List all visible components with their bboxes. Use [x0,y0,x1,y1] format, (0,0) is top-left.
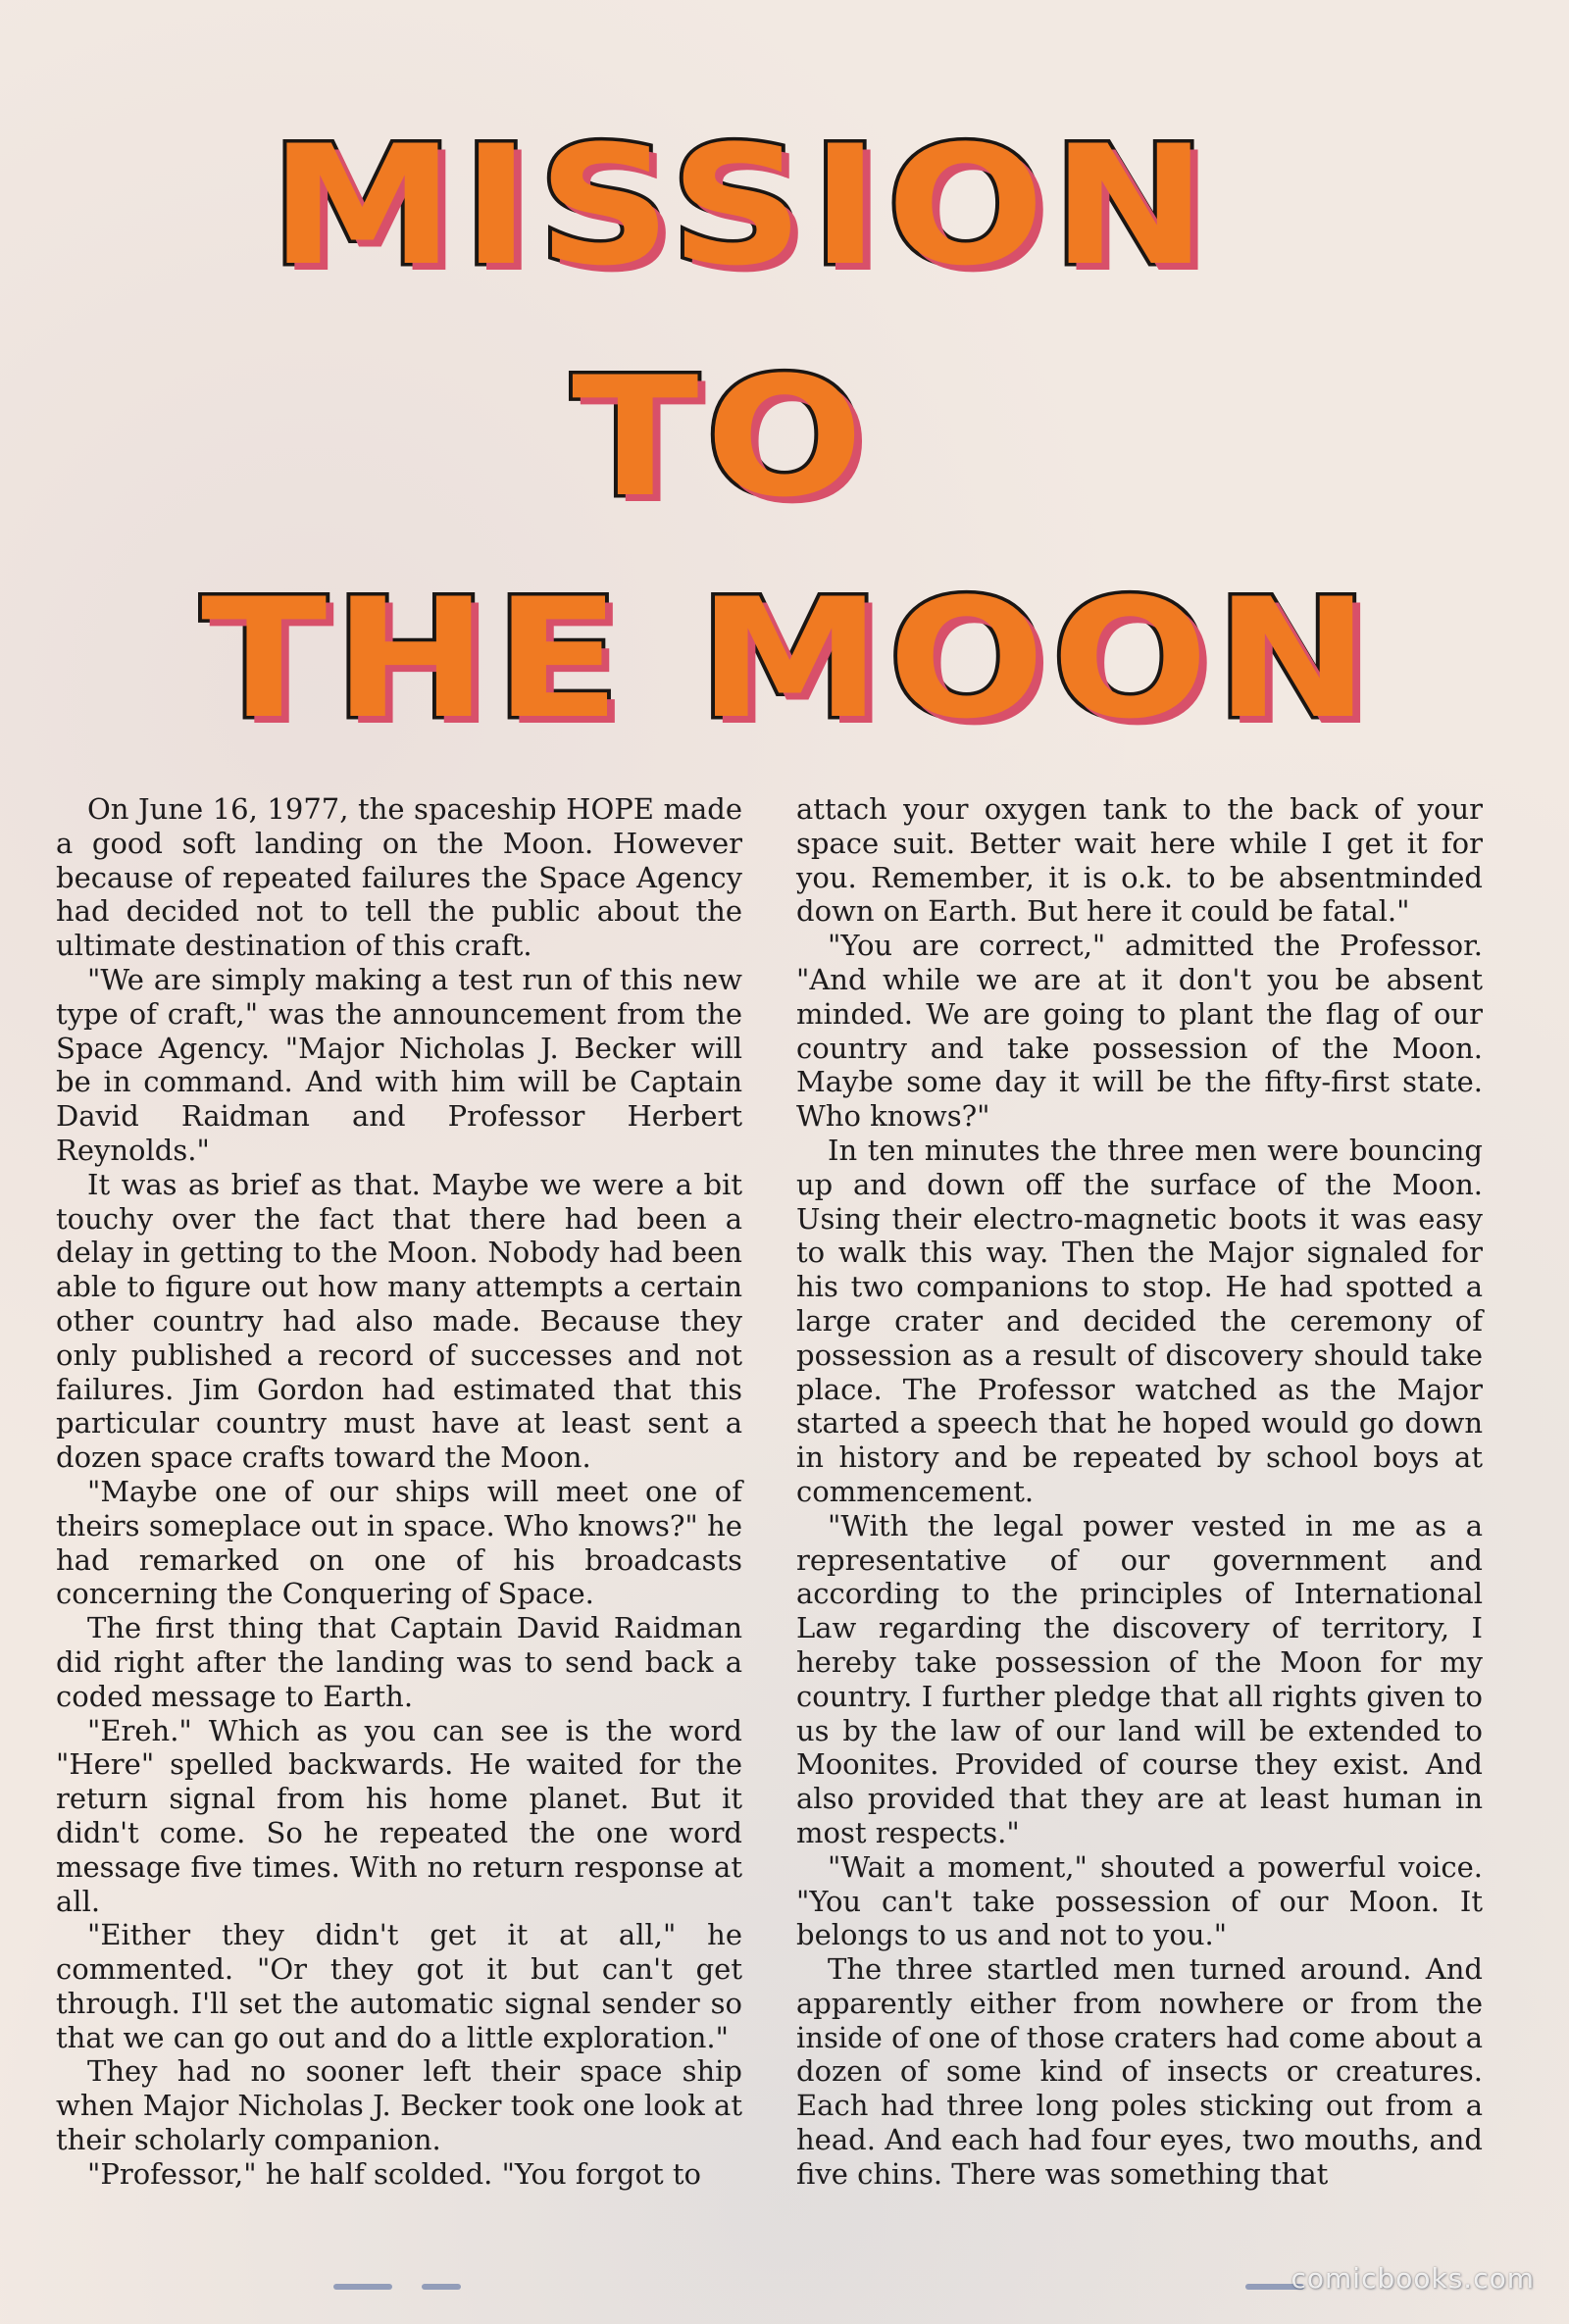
paragraph-continuation: attach your oxygen tank to the back of your space suit. Better wait here while I get it for you. Remember, it is o.k. to be absentminded down on Earth. But here it could be fatal." [796,792,1483,929]
title-line-mission: MISSION [270,110,1214,302]
paragraph: "You are correct," admitted the Professor. "And while we are at it don't you be absent minded. We are going to plant the flag of our country and take possession of the Moon. Maybe some day it will be the fifty-first state. Who knows?" [796,929,1483,1134]
story-column-left [56,792,742,2192]
title-line-the-moon: THE MOON [201,563,1377,755]
print-smudge [422,2284,461,2290]
story-column-right [796,792,1483,2192]
paragraph: "Professor," he half scolded. "You forgot to [87,2156,701,2191]
paragraph: "Maybe one of our ships will meet one of theirs someplace out in space. Who knows?" he had remarked on one of his broadcasts concerning the Conquering of Space. [56,1474,742,1611]
paragraph: It was as brief as that. Maybe we were a bit touchy over the fact that there had been a delay in getting to the Moon. Nobody had been able to figure out how many attempts a certain other country had also made. Because they only published a record of successes and not failures. Jim Gordon had estimated that this particular country must have at least sent a dozen space crafts toward the Moon. [56,1167,742,1475]
paragraph: The three startled men turned around. And apparently either from nowhere or from the inside of one of those craters had come about a dozen of some kind of insects or creatures. Each had three long poles sticking out from a head. And each had four eyes, two mouths, and five chins. There was something that [796,1952,1483,2191]
watermark: comicbooks.com [1291,2262,1535,2295]
paragraph: The first thing that Captain David Raidman did right after the landing was to send back a coded message to Earth. [56,1611,742,1713]
paragraph: "With the legal power vested in me as a representative of our government and according to the principles of International Law regarding the discovery of territory, I hereby take possession of the Moon for my country. I further pledge that all rights given to us by the law of our land will be extended to Moonites. Provided of course they exist. And also provided that they are at least human in most respects." [796,1508,1483,1849]
paragraph: On June 16, 1977, the spaceship HOPE made a good soft landing on the Moon. However because of repeated failures the Space Agency had decided not to tell the public about the ultimate destination of this craft. [56,792,742,963]
paragraph: "We are simply making a test run of this new type of craft," was the announcement from the Space Agency. "Major Nicholas J. Becker will be in command. And with him will be Captain David Raidman and Professor Herbert Reynolds." [56,962,742,1167]
title-line-to: TO [572,341,871,533]
paragraph: In ten minutes the three men were bouncing up and down off the surface of the Moon. Using their electro-magnetic boots it was easy to walk this way. Then the Major signaled for his two companions to stop. He had spotted a large crater and decided the ceremony of possession as a result of discovery should take place. The Professor watched as the Major started a speech that he hoped would go down in history and be repeated by school boys at commencement. [796,1133,1483,1508]
paragraph: "Wait a moment," shouted a powerful voice. "You can't take possession of our Moon. It belongs to us and not to you." [796,1849,1483,1952]
paragraph: They had no sooner left their space ship when Major Nicholas J. Becker took one look at their scholarly companion. [56,2054,742,2157]
paragraph: "Either they didn't get it at all," he commented. "Or they got it but can't get through. I'll set the automatic signal sender so that we can go out and do a little exploration." [56,1918,742,2054]
paragraph: "Ereh." Which as you can see is the word "Here" spelled backwards. He waited for the return signal from his home planet. But it didn't come. So he repeated the one word message five times. With no return response at all. [56,1713,742,1918]
print-smudge [333,2284,392,2290]
